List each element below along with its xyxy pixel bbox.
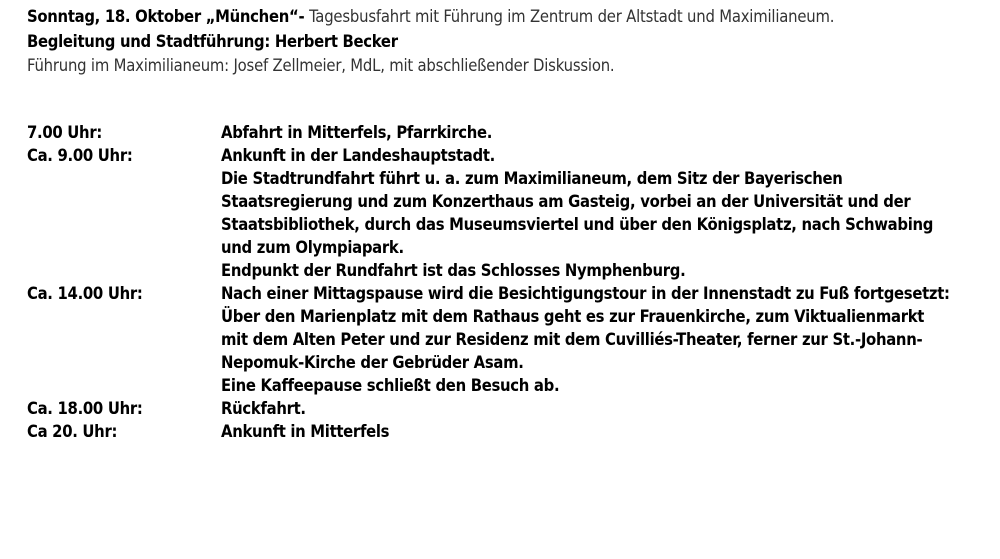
maximilianeum-guide-line: Führung im Maximilianeum: Josef Zellmeier, MdL, mit abschließender Diskussion. bbox=[27, 56, 615, 75]
schedule-description bbox=[221, 397, 981, 420]
schedule-description bbox=[221, 121, 981, 144]
description-line: Abfahrt in Mitterfels, Pfarrkirche. bbox=[221, 123, 493, 142]
trip-date-title: Sonntag, 18. Oktober „München“- bbox=[27, 7, 310, 26]
description-line: Ankunft in der Landeshauptstadt. bbox=[221, 146, 495, 165]
guide-line: Begleitung und Stadtführung: Herbert Becker bbox=[27, 32, 398, 51]
schedule-time: Ca. 14.00 Uhr: bbox=[27, 284, 143, 303]
description-line: Die Stadtrundfahrt führt u. a. zum Maximilianeum, dem Sitz der Bayerischen bbox=[221, 169, 843, 188]
description-line: Über den Marienplatz mit dem Rathaus geht es zur Frauenkirche, zum Viktualienmarkt bbox=[221, 307, 925, 326]
schedule-description bbox=[221, 420, 981, 443]
schedule-time: Ca. 18.00 Uhr: bbox=[27, 399, 143, 418]
description-line: Staatsbibliothek, durch das Museumsviertel und über den Königsplatz, nach Schwabing bbox=[221, 215, 934, 234]
schedule-time: Ca 20. Uhr: bbox=[27, 422, 118, 441]
schedule-time: 7.00 Uhr: bbox=[27, 123, 102, 142]
schedule-time: Ca. 9.00 Uhr: bbox=[27, 146, 133, 165]
description-line: und zum Olympiapark. bbox=[221, 238, 404, 257]
description-line: Nepomuk-Kirche der Gebrüder Asam. bbox=[221, 353, 524, 372]
description-line: Staatsregierung und zum Konzerthaus am Gasteig, vorbei an der Universität und der bbox=[221, 192, 911, 211]
schedule-description bbox=[221, 282, 981, 397]
description-line: Endpunkt der Rundfahrt ist das Schlosses Nymphenburg. bbox=[221, 261, 686, 280]
description-line: Ankunft in Mitterfels bbox=[221, 422, 390, 441]
schedule-description bbox=[221, 144, 981, 282]
description-line: mit dem Alten Peter und zur Residenz mit dem Cuvilliés-Theater, ferner zur St.-Johann- bbox=[221, 330, 923, 349]
description-line: Eine Kaffeepause schließt den Besuch ab. bbox=[221, 376, 560, 395]
description-line: Nach einer Mittagspause wird die Besichtigungstour in der Innenstadt zu Fuß fortgesetzt: bbox=[221, 284, 950, 303]
description-line: Rückfahrt. bbox=[221, 399, 306, 418]
trip-subtitle: Tagesbusfahrt mit Führung im Zentrum der Altstadt und Maximilianeum. bbox=[309, 7, 835, 26]
trip-title-line bbox=[27, 6, 834, 28]
